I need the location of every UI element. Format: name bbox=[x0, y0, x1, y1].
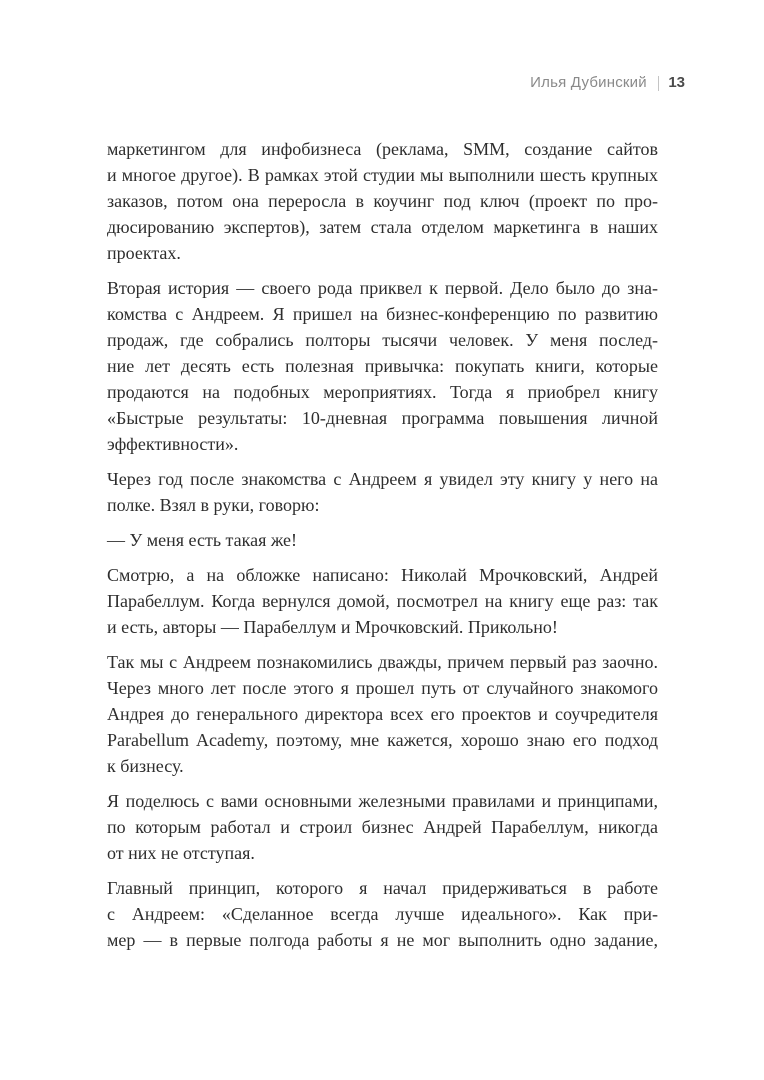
text-line: полке. Взял в руки, говорю: bbox=[107, 495, 320, 515]
text-line: Главный принцип, которого я начал придерживаться в работе bbox=[107, 878, 658, 898]
text-line: эффективности». bbox=[107, 434, 239, 454]
text-line: продаж, где собрались полторы тысячи человек. У меня послед- bbox=[107, 330, 658, 350]
text-line: и есть, авторы — Парабеллум и Мрочковский. Прикольно! bbox=[107, 617, 558, 637]
header-author: Илья Дубинский bbox=[530, 74, 647, 91]
text-line: маркетингом для инфобизнеса (реклама, SMM, создание сайтов bbox=[107, 139, 658, 159]
paragraph bbox=[107, 275, 658, 457]
running-header bbox=[530, 74, 685, 92]
text-line: комства с Андреем. Я пришел на бизнес-конференцию по развитию bbox=[107, 304, 658, 324]
paragraph bbox=[107, 527, 658, 553]
text-line: к бизнесу. bbox=[107, 756, 184, 776]
text-line: Парабеллум. Когда вернулся домой, посмотрел на книгу еще раз: так bbox=[107, 591, 658, 611]
text-line: проектах. bbox=[107, 243, 181, 263]
text-line: Вторая история — своего рода приквел к первой. Дело было до зна- bbox=[107, 278, 658, 298]
text-line: от них не отступая. bbox=[107, 843, 255, 863]
paragraph bbox=[107, 649, 658, 779]
paragraph bbox=[107, 562, 658, 640]
text-line: с Андреем: «Сделанное всегда лучше идеального». Как при- bbox=[107, 904, 658, 924]
text-line: Андрея до генерального директора всех его проектов и соучредителя bbox=[107, 704, 658, 724]
header-page-number: 13 bbox=[668, 74, 685, 91]
text-line: заказов, потом она переросла в коучинг под ключ (проект по про- bbox=[107, 191, 658, 211]
page-text bbox=[107, 136, 658, 962]
text-line: Через много лет после этого я прошел путь от случайного знакомого bbox=[107, 678, 658, 698]
header-divider bbox=[658, 76, 660, 91]
text-line: по которым работал и строил бизнес Андрей Парабеллум, никогда bbox=[107, 817, 658, 837]
text-line: продаются на подобных мероприятиях. Тогда я приобрел книгу bbox=[107, 382, 658, 402]
paragraph bbox=[107, 466, 658, 518]
paragraph bbox=[107, 136, 658, 266]
text-line: мер — в первые полгода работы я не мог выполнить одно задание, bbox=[107, 930, 658, 950]
text-line: и многое другое). В рамках этой студии мы выполнили шесть крупных bbox=[107, 165, 658, 185]
text-line: дюсированию экспертов), затем стала отделом маркетинга в наших bbox=[107, 217, 658, 237]
text-line: Через год после знакомства с Андреем я увидел эту книгу у него на bbox=[107, 469, 658, 489]
paragraph bbox=[107, 875, 658, 953]
paragraph bbox=[107, 788, 658, 866]
text-line: ние лет десять есть полезная привычка: покупать книги, которые bbox=[107, 356, 658, 376]
text-line: «Быстрые результаты: 10-дневная программа повышения личной bbox=[107, 408, 658, 428]
text-line: Parabellum Academy, поэтому, мне кажется, хорошо знаю его подход bbox=[107, 730, 658, 750]
text-line: Так мы с Андреем познакомились дважды, причем первый раз заочно. bbox=[107, 652, 658, 672]
text-line: Смотрю, а на обложке написано: Николай Мрочковский, Андрей bbox=[107, 565, 658, 585]
text-line: — У меня есть такая же! bbox=[107, 530, 298, 550]
text-line: Я поделюсь с вами основными железными правилами и принципами, bbox=[107, 791, 658, 811]
